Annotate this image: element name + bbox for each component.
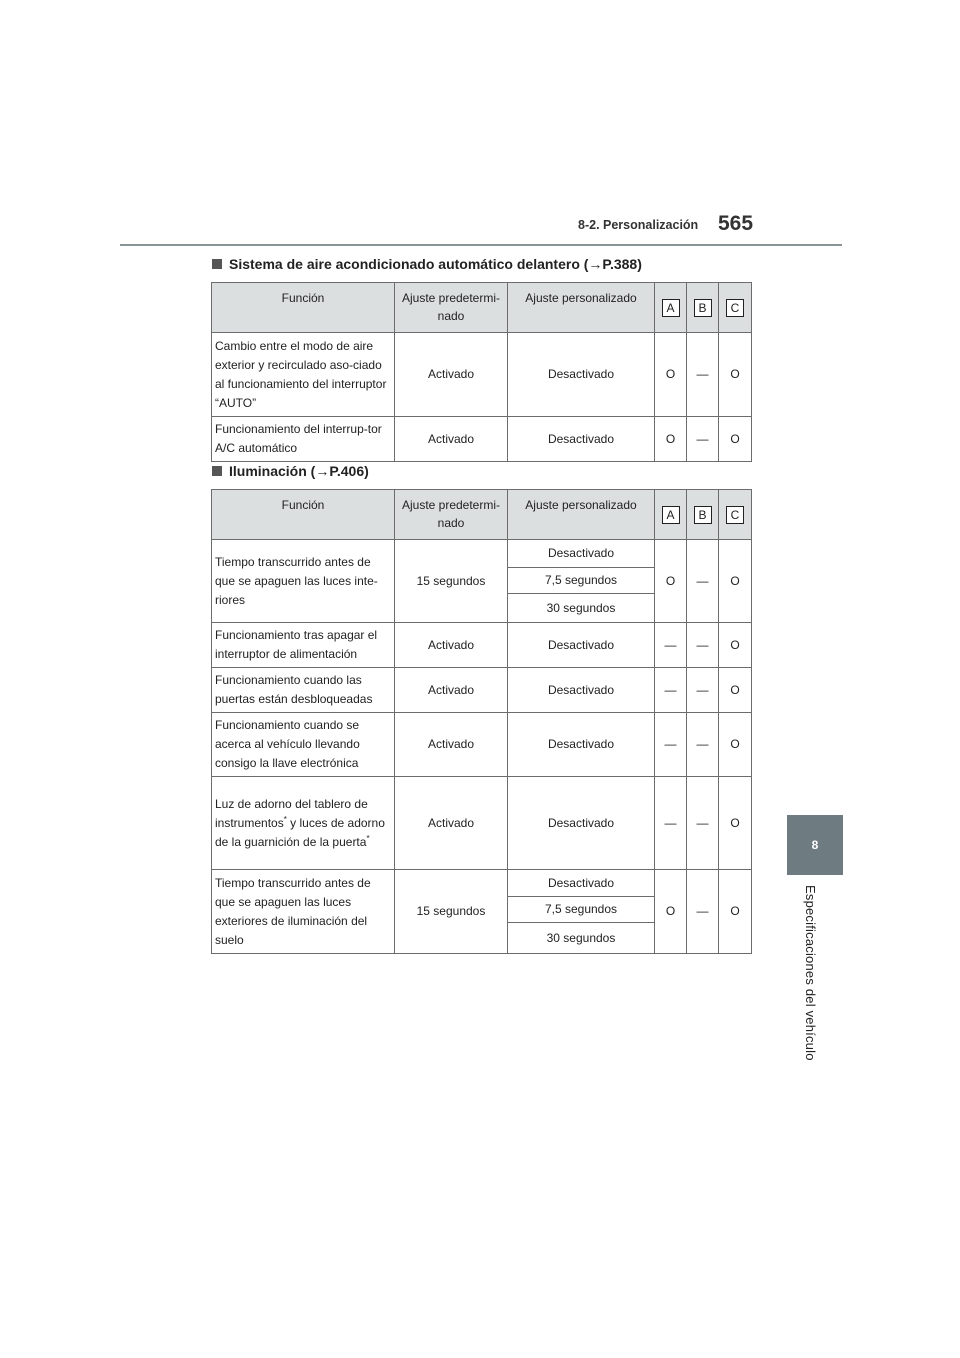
custom-cell: Desactivado — [508, 713, 655, 777]
function-cell — [212, 777, 395, 870]
column-header-c — [719, 283, 752, 333]
custom-option: Desactivado — [508, 870, 655, 897]
letter-b-icon: B — [694, 506, 712, 524]
mark-c: O — [719, 417, 752, 462]
letter-b-icon: B — [694, 299, 712, 317]
mark-b: — — [687, 417, 719, 462]
mark-b: — — [687, 668, 719, 713]
mark-c: O — [719, 540, 752, 623]
column-header-function: Función — [212, 490, 395, 540]
heading-text: Sistema de aire acondicionado automático delantero ( — [229, 256, 589, 272]
mark-a: — — [655, 668, 687, 713]
mark-c: O — [719, 870, 752, 954]
table-header-row — [212, 283, 752, 333]
default-cell: Activado — [395, 668, 508, 713]
mark-c: O — [719, 333, 752, 417]
table-row — [212, 870, 752, 897]
column-header-b — [687, 283, 719, 333]
mark-a: — — [655, 713, 687, 777]
function-cell: Funcionamiento cuando las puertas están desbloqueadas — [212, 668, 395, 713]
footnote-asterisk: * — [366, 833, 370, 843]
custom-option: 7,5 segundos — [508, 568, 655, 594]
page-number: 565 — [718, 212, 754, 235]
function-cell: Funcionamiento cuando se acerca al vehículo llevando consigo la llave electrónica — [212, 713, 395, 777]
mark-b: — — [687, 623, 719, 668]
custom-cell: Desactivado — [508, 623, 655, 668]
square-bullet-icon — [212, 259, 222, 269]
column-header-function: Función — [212, 283, 395, 333]
letter-c-icon: C — [726, 506, 744, 524]
mark-b: — — [687, 713, 719, 777]
column-header-b — [687, 490, 719, 540]
table-row — [212, 333, 752, 417]
arrow-right-icon: → — [315, 463, 330, 479]
table-row — [212, 540, 752, 568]
section-heading-lighting — [212, 463, 369, 479]
custom-option: 30 segundos — [508, 923, 655, 954]
header-divider — [120, 244, 842, 246]
table-row — [212, 668, 752, 713]
custom-cell: Desactivado — [508, 668, 655, 713]
table-row — [212, 623, 752, 668]
custom-cell: Desactivado — [508, 417, 655, 462]
lighting-table — [211, 489, 752, 954]
mark-b: — — [687, 333, 719, 417]
custom-option: 30 segundos — [508, 594, 655, 623]
arrow-right-icon: → — [588, 256, 603, 272]
mark-b: — — [687, 777, 719, 870]
column-header-c — [719, 490, 752, 540]
function-text-part2: y luces de adorno de la guarnición de la puerta — [215, 815, 385, 849]
page-reference-link[interactable]: P.388) — [602, 256, 642, 272]
table-header-row — [212, 490, 752, 540]
section-heading-air-conditioning — [212, 256, 642, 272]
column-header-a — [655, 490, 687, 540]
chapter-label: Especificaciones del vehículo — [803, 885, 818, 1061]
mark-c: O — [719, 668, 752, 713]
column-header-default: Ajuste predetermi-nado — [395, 490, 508, 540]
custom-option: Desactivado — [508, 540, 655, 568]
function-cell: Funcionamiento tras apagar el interruptor de alimentación — [212, 623, 395, 668]
table-row — [212, 417, 752, 462]
table-row — [212, 713, 752, 777]
default-cell: 15 segundos — [395, 870, 508, 954]
default-cell: Activado — [395, 623, 508, 668]
mark-a: O — [655, 870, 687, 954]
footnote-asterisk: * — [283, 814, 287, 824]
chapter-number: 8 — [811, 838, 819, 852]
custom-option: 7,5 segundos — [508, 897, 655, 923]
table-row — [212, 777, 752, 870]
default-cell: 15 segundos — [395, 540, 508, 623]
mark-b: — — [687, 870, 719, 954]
mark-c: O — [719, 623, 752, 668]
custom-cell: Desactivado — [508, 777, 655, 870]
column-header-a — [655, 283, 687, 333]
default-cell: Activado — [395, 333, 508, 417]
mark-a: O — [655, 417, 687, 462]
square-bullet-icon — [212, 466, 222, 476]
mark-a: O — [655, 540, 687, 623]
mark-a: — — [655, 777, 687, 870]
heading-text: Iluminación ( — [229, 463, 316, 479]
air-conditioning-table — [211, 282, 752, 462]
column-header-custom: Ajuste personalizado — [508, 490, 655, 540]
letter-a-icon: A — [662, 506, 680, 524]
default-cell: Activado — [395, 777, 508, 870]
mark-b: — — [687, 540, 719, 623]
page-reference-link[interactable]: P.406) — [329, 463, 369, 479]
mark-c: O — [719, 713, 752, 777]
function-cell: Tiempo transcurrido antes de que se apaguen las luces exteriores de iluminación del suelo — [212, 870, 395, 954]
function-cell: Cambio entre el modo de aire exterior y recirculado aso-ciado al funcionamiento del interruptor “AUTO” — [212, 333, 395, 417]
letter-a-icon: A — [662, 299, 680, 317]
custom-cell: Desactivado — [508, 333, 655, 417]
function-cell: Funcionamiento del interrup-tor A/C automático — [212, 417, 395, 462]
default-cell: Activado — [395, 417, 508, 462]
function-cell: Tiempo transcurrido antes de que se apaguen las luces inte-riores — [212, 540, 395, 623]
section-title: 8-2. Personalización — [578, 218, 699, 232]
default-cell: Activado — [395, 713, 508, 777]
mark-c: O — [719, 777, 752, 870]
column-header-default: Ajuste predetermi-nado — [395, 283, 508, 333]
letter-c-icon: C — [726, 299, 744, 317]
chapter-tab[interactable] — [787, 815, 843, 875]
column-header-custom: Ajuste personalizado — [508, 283, 655, 333]
function-text-part1: Luz de adorno del tablero de instrumentos — [215, 796, 368, 830]
mark-a: O — [655, 333, 687, 417]
mark-a: — — [655, 623, 687, 668]
